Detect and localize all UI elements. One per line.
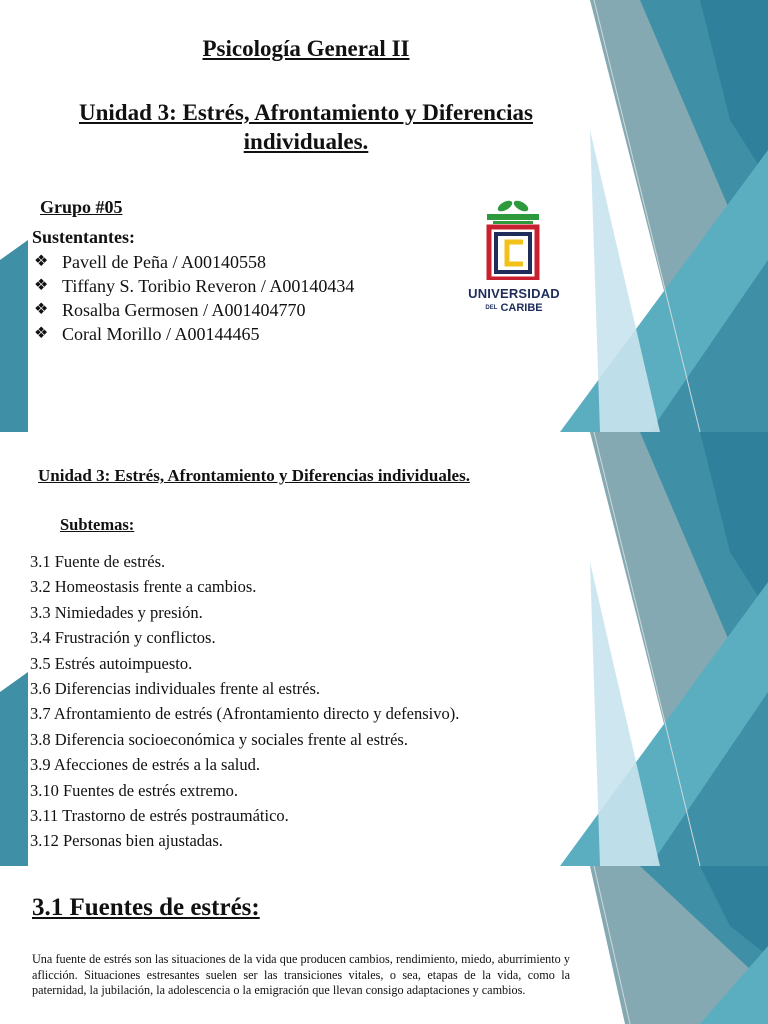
diamond-bullet-icon: ❖	[34, 301, 49, 318]
list-item: 3.10 Fuentes de estrés extremo.	[30, 780, 239, 800]
sources-slide	[0, 866, 768, 1024]
unit-title	[0, 98, 612, 156]
course-title: Psicología General II	[202, 36, 410, 61]
list-item: 3.2 Homeostasis frente a cambios.	[30, 577, 257, 597]
slide3-title: 3.1 Fuentes de estrés:	[32, 894, 260, 921]
diamond-bullet-icon: ❖	[34, 277, 49, 294]
list-item: 3.12 Personas bien ajustadas.	[30, 831, 223, 851]
list-item: 3.5 Estrés autoimpuesto.	[30, 653, 193, 673]
logo-text-line2	[425, 302, 603, 314]
presenter-item: ❖ Rosalba Germosen / A001404770	[34, 300, 306, 320]
unit-title-line2: individuales.	[243, 129, 369, 154]
university-logo	[425, 170, 603, 340]
presenter-item: ❖ Coral Morillo / A00144465	[34, 324, 260, 344]
diamond-bullet-icon: ❖	[34, 253, 49, 270]
university-emblem-icon	[425, 170, 603, 280]
presenter-item: ❖ Pavell de Peña / A00140558	[34, 252, 266, 272]
list-item: 3.1 Fuente de estrés.	[30, 552, 166, 571]
unit-title-line1: Unidad 3: Estrés, Afrontamiento y Diferencias	[78, 100, 533, 125]
list-item: 3.9 Afecciones de estrés a la salud.	[30, 755, 261, 775]
list-item: 3.7 Afrontamiento de estrés (Afrontamiento directo y defensivo).	[30, 704, 460, 724]
title-slide	[0, 0, 768, 432]
list-item: 3.4 Frustración y conflictos.	[30, 628, 216, 648]
logo-text-line1: UNIVERSIDAD	[468, 286, 560, 301]
presenter-item: ❖ Tiffany S. Toribio Reveron / A00140434	[34, 276, 355, 296]
presenters-list	[32, 250, 354, 346]
subtopics-label: Subtemas:	[60, 515, 135, 534]
logo-text-caribe: CARIBE	[500, 302, 543, 314]
list-item: 3.6 Diferencias individuales frente al estrés.	[30, 679, 321, 699]
subtopics-slide	[0, 432, 768, 866]
slide-background-shapes	[0, 866, 768, 1024]
subtopics-list	[30, 549, 459, 854]
logo-text-del: DEL	[485, 305, 498, 312]
list-item: 3.3 Nimiedades y presión.	[30, 602, 203, 622]
list-item: 3.8 Diferencia socioeconómica y sociales frente al estrés.	[30, 729, 408, 749]
list-item: 3.11 Trastorno de estrés postraumático.	[30, 806, 289, 826]
slide3-paragraph: Una fuente de estrés son las situaciones de la vida que producen cambios, rendimiento, miedo, aburrimiento y aflicción. Situaciones estresantes suelen ser las transiciones vitales, o sea, etapas de la vida, como la paternidad, la jubilación, la adolescencia o la emigración que llevan consigo adaptaciones y cambios.	[32, 952, 570, 998]
presenters-label: Sustentantes:	[32, 227, 136, 247]
group-label: Grupo #05	[40, 197, 123, 217]
diamond-bullet-icon: ❖	[34, 325, 49, 342]
slide2-title: Unidad 3: Estrés, Afrontamiento y Diferencias individuales.	[38, 466, 470, 485]
